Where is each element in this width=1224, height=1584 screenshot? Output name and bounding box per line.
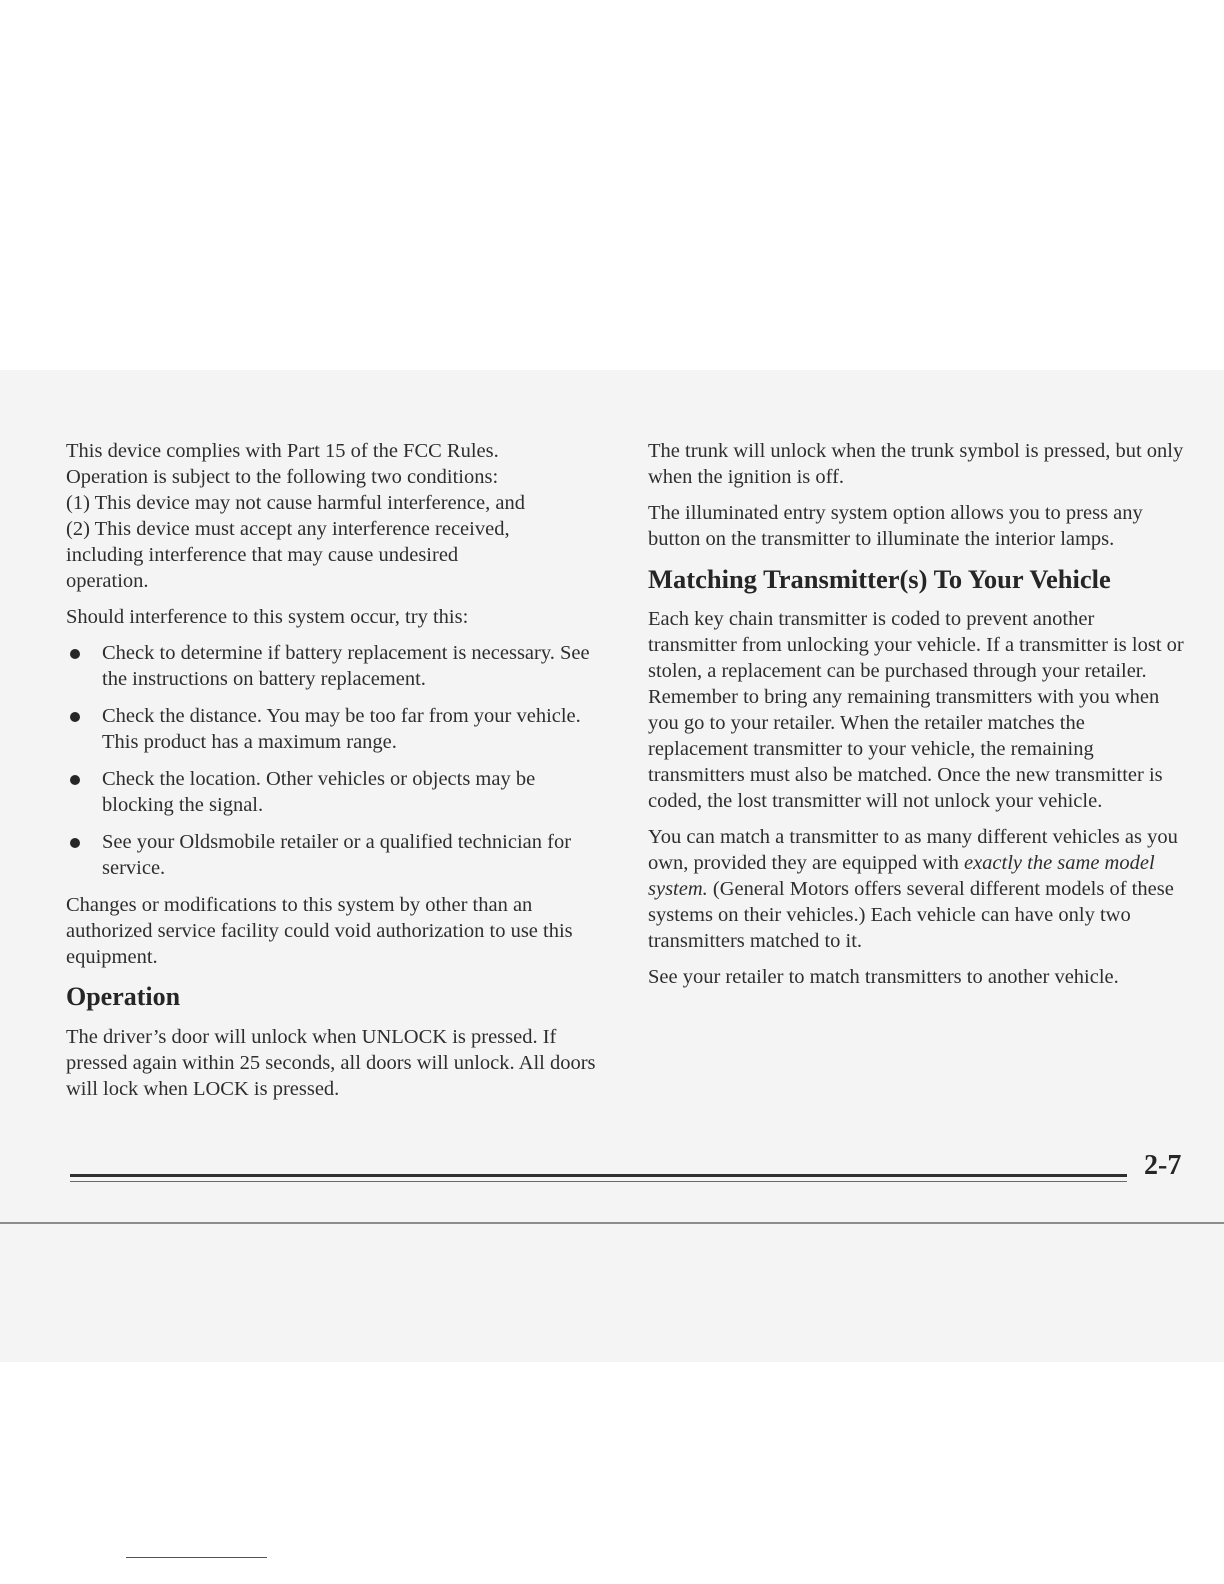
list-item <box>66 766 611 818</box>
list-item-text: Check to determine if battery replacement is necessary. See the instructions on battery replacement. <box>102 642 590 690</box>
operation-heading: Operation <box>66 982 181 1011</box>
list-item <box>66 640 611 692</box>
fcc-notice-line: (2) This device must accept any interference received, <box>66 518 510 540</box>
matching-paragraph-1: Each key chain transmitter is coded to prevent another transmitter from unlocking your vehicle. If a transmitter is lost or stolen, a replacement can be purchased through your retailer. Remember to bring any remaining transmitters with you when you go to your retailer. When the retailer matches the replacement transmitter to your vehicle, the remaining transmitters must also be matched. Once the new transmitter is coded, the lost transmitter will not unlock your vehicle. <box>648 608 1184 812</box>
list-item <box>66 829 611 881</box>
fcc-notice-line: Operation is subject to the following two conditions: <box>66 466 499 488</box>
list-item <box>66 703 611 755</box>
interference-intro: Should interference to this system occur, try this: <box>66 606 469 628</box>
list-item-text: See your Oldsmobile retailer or a qualified technician for service. <box>102 831 572 879</box>
illuminated-entry-paragraph: The illuminated entry system option allows you to press any button on the transmitter to illuminate the interior lamps. <box>648 502 1143 550</box>
matching-text-italic: exactly the same model system. <box>648 852 1155 900</box>
troubleshooting-list <box>66 640 611 881</box>
list-item-text: Check the location. Other vehicles or objects may be blocking the signal. <box>102 768 536 816</box>
band-edge-rule <box>0 1222 1224 1224</box>
matching-paragraph-3: See your retailer to match transmitters to another vehicle. <box>648 966 1119 988</box>
page-number: 2-7 <box>1144 1150 1182 1181</box>
operation-paragraph: The driver’s door will unlock when UNLOCK is pressed. If pressed again within 25 seconds, all doors will unlock. All doors will lock when LOCK is pressed. <box>66 1026 596 1100</box>
fcc-notice-line: (1) This device may not cause harmful interference, and <box>66 492 525 514</box>
fcc-notice-line: operation. <box>66 570 149 592</box>
bullet-icon <box>70 775 80 785</box>
left-column <box>66 438 611 1112</box>
matching-text-after: (General Motors offers several different models of these systems on their vehicles.) Each vehicle can have only two transmitters matched to it. <box>648 878 1174 952</box>
fcc-notice-line: This device complies with Part 15 of the FCC Rules. <box>66 440 499 462</box>
right-column <box>648 438 1188 1000</box>
changes-warning: Changes or modifications to this system by other than an authorized service facility could void authorization to use this equipment. <box>66 894 573 968</box>
corner-underline <box>126 1557 267 1558</box>
footer-rule <box>70 1174 1127 1177</box>
list-item-text: Check the distance. You may be too far from your vehicle. This product has a maximum range. <box>102 705 581 753</box>
bullet-icon <box>70 838 80 848</box>
fcc-notice-paragraph <box>66 438 611 594</box>
fcc-notice-line: including interference that may cause undesired <box>66 544 459 566</box>
matching-paragraph-2 <box>648 824 1188 954</box>
trunk-paragraph: The trunk will unlock when the trunk symbol is pressed, but only when the ignition is off. <box>648 440 1184 488</box>
bullet-icon <box>70 649 80 659</box>
bullet-icon <box>70 712 80 722</box>
matching-heading: Matching Transmitter(s) To Your Vehicle <box>648 564 1111 594</box>
footer-rule-thin <box>70 1181 1127 1182</box>
matching-text-before: You can match a transmitter to as many different vehicles as you own, provided they are equipped with <box>648 826 1178 874</box>
